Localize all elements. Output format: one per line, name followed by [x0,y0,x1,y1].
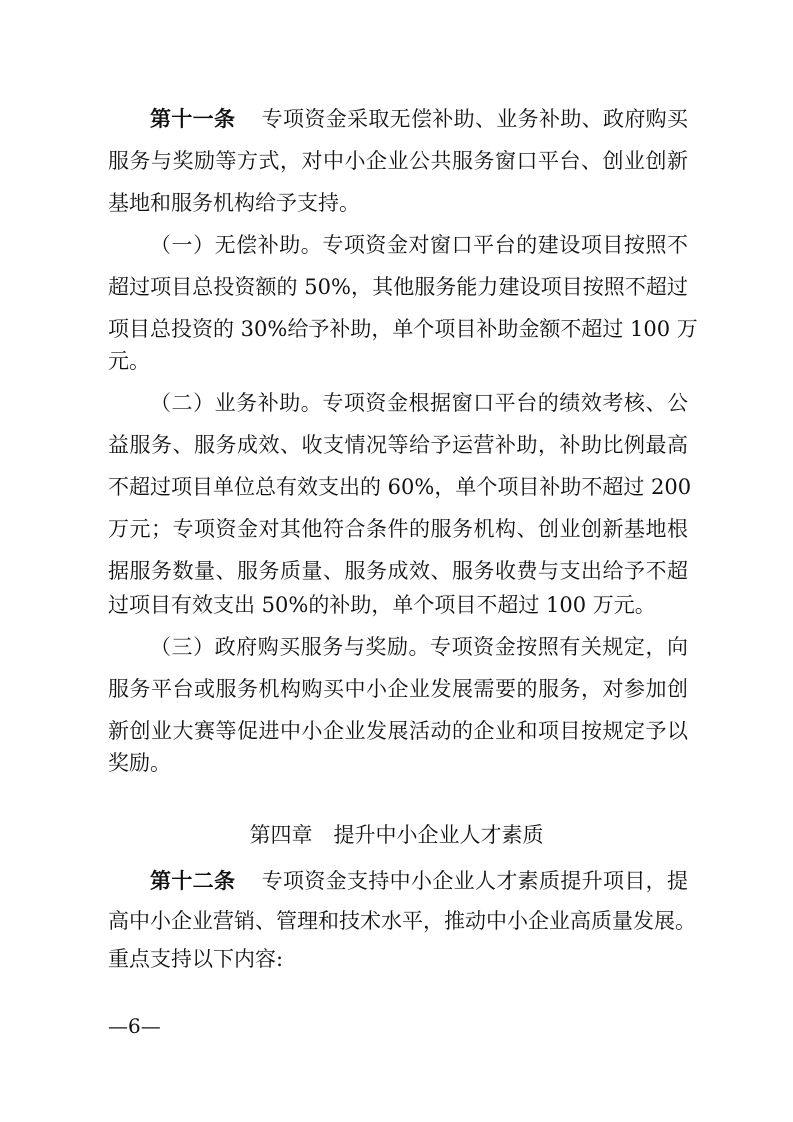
article-12-line-1 [108,866,688,896]
item-1-line-3: 项目总投资的 30%给予补助，单个项目补助金额不超过 100 万 [108,317,698,341]
item-3-line-3: 新创业大赛等促进中小企业发展活动的企业和项目按规定予以 [108,719,688,743]
item-1-line-2: 超过项目总投资额的 50%，其他服务能力建设项目按照不超过 [108,275,688,299]
item-2-line-2: 益服务、服务成效、收支情况等给予运营补助，补助比例最高 [108,433,688,457]
article-12-line-2: 高中小企业营销、管理和技术水平，推动中小企业高质量发展。 [108,909,696,933]
article-12-line-3: 重点支持以下内容: [108,947,284,971]
item-2-line-3: 不超过项目单位总有效支出的 60%，单个项目补助不超过 200 [108,475,692,499]
item-3-line-1: （三）政府购买服务与奖励。专项资金按照有关规定，向 [150,635,688,659]
article-11-line-3: 基地和服务机构给予支持。 [108,191,360,215]
item-3-line-2: 服务平台或服务机构购买中小企业发展需要的服务，对参加创 [108,677,688,701]
article-11-line-1 [108,104,688,134]
item-2-line-4: 万元；专项资金对其他符合条件的服务机构、创业创新基地根 [108,517,688,541]
article-11-label: 第十一条 [150,107,236,131]
item-2-line-6: 过项目有效支出 50%的补助，单个项目不超过 100 万元。 [108,593,656,617]
item-1-line-1: （一）无偿补助。专项资金对窗口平台的建设项目按照不 [150,233,688,257]
article-11-text-1: 专项资金采取无偿补助、业务补助、政府购买 [261,107,689,131]
item-1-line-4: 元。 [108,349,150,373]
chapter-4-heading: 第四章 提升中小企业人才素质 [249,823,544,847]
article-12-label: 第十二条 [150,869,236,893]
article-11-line-2: 服务与奖励等方式，对中小企业公共服务窗口平台、创业创新 [108,149,688,173]
article-12-text-1: 专项资金支持中小企业人才素质提升项目，提 [261,869,689,893]
item-2-line-5: 据服务数量、服务质量、服务成效、服务收费与支出给予不超 [108,559,688,583]
page-number: —6— [108,1014,161,1038]
item-2-line-1: （二）业务补助。专项资金根据窗口平台的绩效考核、公 [150,391,688,415]
item-3-line-4: 奖励。 [108,751,171,775]
